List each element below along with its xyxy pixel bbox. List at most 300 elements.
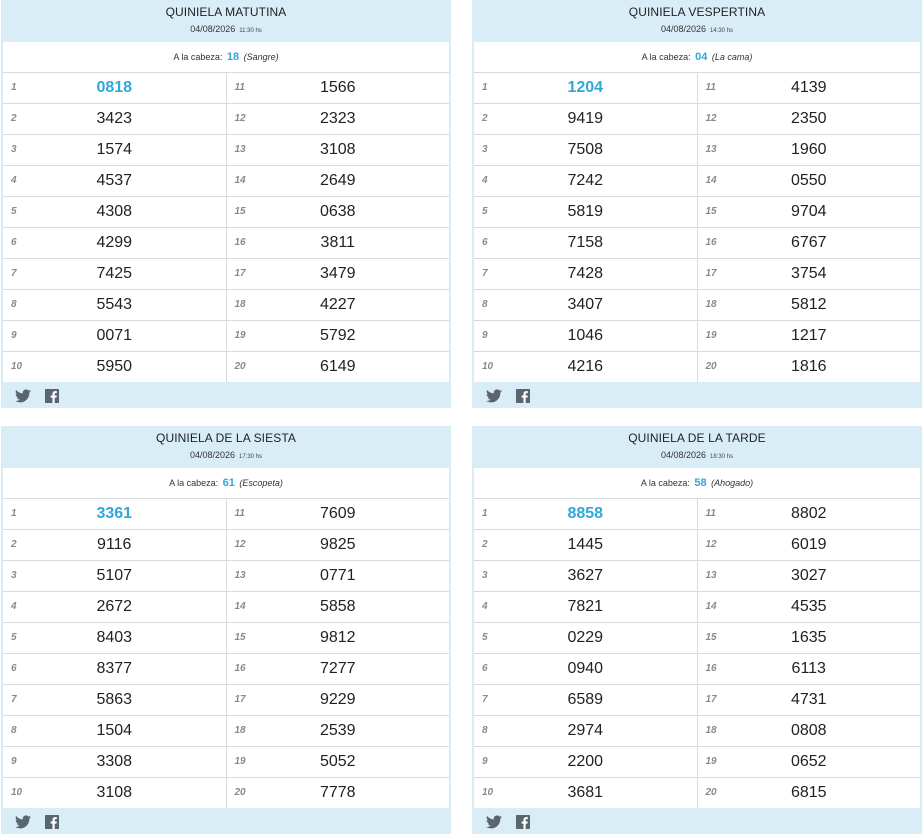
result-row (474, 290, 920, 321)
facebook-icon[interactable] (45, 815, 61, 829)
result-cell (474, 778, 698, 808)
position-number: 4 (482, 601, 488, 612)
position-number: 6 (11, 663, 17, 674)
position-number: 3 (482, 570, 488, 581)
share-bar (1, 808, 451, 834)
result-cell (698, 259, 921, 289)
position-number: 2 (482, 113, 488, 124)
position-number: 18 (234, 299, 246, 310)
draw-date: 04/08/2026 (660, 24, 706, 34)
position-number: 8 (482, 299, 488, 310)
result-number: 6019 (790, 536, 827, 553)
draw-time: 14:30 hs (710, 28, 734, 34)
result-cell (227, 499, 450, 529)
cabeza-label: A la cabeza: (169, 478, 219, 488)
position-number: 20 (234, 787, 246, 798)
position-number: 14 (234, 175, 246, 186)
position-number: 15 (234, 632, 246, 643)
result-number: 2974 (567, 722, 604, 739)
result-number: 9812 (319, 629, 356, 646)
draw-time: 18:30 hs (710, 454, 734, 460)
result-cell (227, 530, 450, 560)
position-number: 12 (705, 539, 717, 550)
draw-header (1, 0, 451, 42)
result-cell (698, 499, 921, 529)
result-cell (227, 228, 450, 258)
position-number: 8 (11, 299, 17, 310)
position-number: 11 (234, 508, 245, 519)
result-cell (474, 259, 698, 289)
result-row (474, 321, 920, 352)
result-row (3, 290, 449, 321)
result-cell (474, 685, 698, 715)
result-row (474, 747, 920, 778)
result-number: 4731 (790, 691, 827, 708)
cabeza-meaning: (Ahogado) (711, 478, 754, 488)
result-cell (698, 73, 921, 103)
twitter-icon[interactable] (486, 815, 502, 829)
result-cell (3, 321, 227, 351)
position-number: 10 (11, 361, 23, 372)
result-row (3, 530, 449, 561)
position-number: 9 (11, 330, 17, 341)
twitter-icon[interactable] (486, 389, 502, 403)
result-number: 6815 (790, 784, 827, 801)
cabeza-label: A la cabeza: (640, 478, 690, 488)
result-number: 0229 (567, 629, 604, 646)
result-row (474, 135, 920, 166)
result-cell (227, 654, 450, 684)
result-cell (698, 135, 921, 165)
position-number: 17 (705, 268, 717, 279)
position-number: 3 (482, 144, 488, 155)
position-number: 14 (705, 175, 717, 186)
result-cell (227, 747, 450, 777)
result-number: 5543 (96, 296, 133, 313)
position-number: 16 (234, 237, 246, 248)
position-number: 15 (234, 206, 246, 217)
result-cell (474, 228, 698, 258)
position-number: 11 (234, 82, 245, 93)
result-number: 5819 (567, 203, 604, 220)
position-number: 20 (705, 361, 717, 372)
position-number: 18 (705, 299, 717, 310)
result-number: 0808 (790, 722, 827, 739)
result-cell (3, 530, 227, 560)
result-cell (3, 135, 227, 165)
result-cell (3, 73, 227, 103)
cabeza-line (3, 42, 449, 73)
result-cell (3, 685, 227, 715)
result-number: 1960 (790, 141, 827, 158)
position-number: 2 (482, 539, 488, 550)
result-cell (227, 778, 450, 808)
cabeza-line (3, 468, 449, 499)
result-row (3, 73, 449, 104)
position-number: 17 (234, 694, 246, 705)
result-number: 7277 (319, 660, 356, 677)
draw-title: QUINIELA DE LA TARDE (628, 431, 766, 445)
result-cell (227, 561, 450, 591)
result-number: 2539 (319, 722, 356, 739)
result-cell (3, 197, 227, 227)
result-number: 5858 (319, 598, 356, 615)
result-row (474, 499, 920, 530)
result-row (3, 352, 449, 382)
result-row (3, 321, 449, 352)
result-row (3, 592, 449, 623)
twitter-icon[interactable] (15, 815, 31, 829)
draw-time: 11:30 hs (239, 28, 262, 34)
result-row (3, 197, 449, 228)
result-cell (3, 623, 227, 653)
share-bar (472, 808, 922, 834)
result-number: 0071 (96, 327, 133, 344)
result-number: 4299 (96, 234, 133, 251)
result-cell (227, 104, 450, 134)
result-number: 9229 (319, 691, 356, 708)
result-number: 3681 (567, 784, 604, 801)
result-number: 3479 (319, 265, 356, 282)
draw-date: 04/08/2026 (190, 24, 236, 34)
result-cell (227, 685, 450, 715)
position-number: 7 (482, 268, 488, 279)
cabeza-number: 18 (226, 51, 240, 63)
result-number: 3627 (567, 567, 604, 584)
result-number: 0550 (790, 172, 827, 189)
result-cell (3, 747, 227, 777)
position-number: 18 (234, 725, 246, 736)
position-number: 1 (482, 508, 488, 519)
result-cell (474, 290, 698, 320)
result-cell (474, 352, 698, 382)
result-number: 0638 (319, 203, 356, 220)
position-number: 5 (11, 632, 17, 643)
result-cell (698, 166, 921, 196)
result-number: 2672 (96, 598, 133, 615)
result-row (3, 499, 449, 530)
result-cell (227, 623, 450, 653)
result-row (474, 623, 920, 654)
winning-number: 3361 (96, 505, 133, 522)
position-number: 5 (482, 206, 488, 217)
position-number: 15 (705, 632, 717, 643)
result-cell (3, 592, 227, 622)
position-number: 19 (234, 756, 246, 767)
result-row (474, 259, 920, 290)
position-number: 12 (234, 539, 246, 550)
result-number: 3027 (790, 567, 827, 584)
result-cell (698, 197, 921, 227)
result-cell (227, 166, 450, 196)
result-number: 1217 (790, 327, 827, 344)
result-number: 7508 (567, 141, 604, 158)
result-cell (227, 259, 450, 289)
result-row (3, 747, 449, 778)
result-row (474, 166, 920, 197)
share-bar (1, 382, 451, 408)
result-row (3, 259, 449, 290)
position-number: 18 (705, 725, 717, 736)
result-number: 3407 (567, 296, 604, 313)
draw-date: 04/08/2026 (189, 450, 235, 460)
position-number: 19 (705, 756, 717, 767)
position-number: 9 (482, 756, 488, 767)
position-number: 13 (234, 144, 246, 155)
twitter-icon[interactable] (15, 389, 31, 403)
result-row (474, 716, 920, 747)
result-cell (474, 166, 698, 196)
position-number: 10 (482, 787, 494, 798)
result-number: 4537 (96, 172, 133, 189)
position-number: 13 (705, 144, 717, 155)
result-cell (698, 352, 921, 382)
position-number: 6 (482, 663, 488, 674)
draw-title: QUINIELA VESPERTINA (628, 5, 766, 19)
result-cell (3, 778, 227, 808)
result-cell (474, 716, 698, 746)
result-cell (474, 592, 698, 622)
result-cell (698, 104, 921, 134)
result-row (3, 561, 449, 592)
result-number: 6149 (319, 358, 356, 375)
position-number: 11 (705, 82, 716, 93)
cabeza-number: 04 (695, 51, 708, 63)
result-cell (698, 778, 921, 808)
position-number: 3 (11, 144, 17, 155)
result-cell (698, 654, 921, 684)
position-number: 2 (11, 113, 17, 124)
position-number: 16 (234, 663, 246, 674)
result-number: 1046 (567, 327, 604, 344)
position-number: 17 (705, 694, 717, 705)
draw-date-line (1, 23, 451, 37)
result-number: 6767 (790, 234, 827, 251)
result-cell (3, 561, 227, 591)
facebook-icon[interactable] (45, 389, 61, 403)
draw-card (1, 0, 451, 408)
result-row (474, 73, 920, 104)
result-cell (227, 592, 450, 622)
facebook-icon[interactable] (516, 815, 532, 829)
result-number: 5792 (319, 327, 356, 344)
position-number: 1 (11, 82, 17, 93)
result-number: 4535 (790, 598, 827, 615)
result-number: 2350 (790, 110, 827, 127)
result-number: 1635 (790, 629, 827, 646)
cabeza-number: 58 (694, 477, 707, 489)
result-row (3, 716, 449, 747)
result-number: 4216 (567, 358, 604, 375)
position-number: 10 (482, 361, 494, 372)
result-cell (227, 197, 450, 227)
result-row (474, 685, 920, 716)
result-number: 1504 (96, 722, 133, 739)
draw-title: QUINIELA MATUTINA (165, 5, 287, 19)
result-number: 4308 (96, 203, 133, 220)
draw-header (1, 426, 451, 468)
results-table (474, 42, 920, 382)
result-cell (474, 654, 698, 684)
result-number: 6589 (567, 691, 604, 708)
position-number: 14 (705, 601, 717, 612)
position-number: 19 (705, 330, 717, 341)
result-row (3, 104, 449, 135)
result-number: 1566 (319, 79, 356, 96)
position-number: 4 (482, 175, 488, 186)
result-cell (227, 73, 450, 103)
result-cell (227, 290, 450, 320)
result-cell (474, 530, 698, 560)
result-row (3, 685, 449, 716)
share-bar (472, 382, 922, 408)
result-row (474, 592, 920, 623)
position-number: 5 (11, 206, 17, 217)
position-number: 8 (482, 725, 488, 736)
result-cell (698, 290, 921, 320)
position-number: 19 (234, 330, 246, 341)
result-row (3, 228, 449, 259)
result-row (3, 623, 449, 654)
result-number: 2200 (567, 753, 604, 770)
winning-number: 8858 (567, 505, 604, 522)
position-number: 12 (234, 113, 246, 124)
result-number: 9116 (97, 536, 132, 553)
result-row (474, 104, 920, 135)
result-number: 7778 (319, 784, 356, 801)
result-cell (698, 321, 921, 351)
result-cell (474, 104, 698, 134)
result-row (3, 778, 449, 808)
result-row (474, 228, 920, 259)
result-number: 8403 (96, 629, 133, 646)
result-number: 5052 (319, 753, 356, 770)
draw-card (472, 426, 922, 834)
result-number: 7821 (567, 598, 604, 615)
result-number: 4139 (790, 79, 827, 96)
result-cell (227, 716, 450, 746)
result-number: 5863 (96, 691, 133, 708)
draw-header (472, 426, 922, 468)
result-cell (698, 561, 921, 591)
position-number: 7 (11, 268, 17, 279)
result-cell (3, 499, 227, 529)
result-cell (474, 623, 698, 653)
result-cell (474, 321, 698, 351)
result-cell (3, 654, 227, 684)
position-number: 16 (705, 663, 717, 674)
position-number: 7 (482, 694, 488, 705)
result-number: 0940 (567, 660, 604, 677)
position-number: 8 (11, 725, 17, 736)
result-number: 8802 (790, 505, 827, 522)
position-number: 9 (11, 756, 17, 767)
position-number: 13 (705, 570, 717, 581)
result-number: 3108 (96, 784, 133, 801)
result-cell (474, 197, 698, 227)
result-row (3, 135, 449, 166)
position-number: 6 (11, 237, 17, 248)
winning-number: 0818 (96, 79, 133, 96)
position-number: 20 (705, 787, 717, 798)
result-number: 6113 (791, 660, 826, 677)
result-cell (3, 716, 227, 746)
draw-time: 17:30 hs (239, 454, 263, 460)
position-number: 20 (234, 361, 246, 372)
result-number: 1445 (567, 536, 604, 553)
result-row (474, 197, 920, 228)
cabeza-meaning: (Escopeta) (239, 478, 283, 488)
result-row (3, 166, 449, 197)
result-number: 3423 (96, 110, 133, 127)
position-number: 4 (11, 601, 17, 612)
cabeza-line (474, 468, 920, 499)
position-number: 9 (482, 330, 488, 341)
cabeza-label: A la cabeza: (173, 52, 223, 62)
result-cell (698, 716, 921, 746)
result-cell (698, 592, 921, 622)
result-number: 9419 (567, 110, 604, 127)
cabeza-meaning: (Sangre) (243, 52, 279, 62)
position-number: 1 (11, 508, 17, 519)
draw-date-line (472, 23, 922, 37)
result-row (474, 561, 920, 592)
cabeza-number: 61 (222, 477, 235, 489)
result-cell (474, 73, 698, 103)
result-number: 7609 (319, 505, 356, 522)
position-number: 11 (705, 508, 716, 519)
position-number: 13 (234, 570, 246, 581)
result-number: 9704 (790, 203, 827, 220)
position-number: 6 (482, 237, 488, 248)
result-number: 1816 (790, 358, 827, 375)
cabeza-meaning: (La cama) (711, 52, 753, 62)
result-cell (3, 228, 227, 258)
result-number: 9825 (319, 536, 356, 553)
result-number: 0771 (319, 567, 356, 584)
result-number: 4227 (319, 296, 356, 313)
position-number: 14 (234, 601, 246, 612)
result-cell (474, 747, 698, 777)
result-number: 8377 (96, 660, 133, 677)
facebook-icon[interactable] (516, 389, 532, 403)
position-number: 10 (11, 787, 23, 798)
results-table (474, 468, 920, 808)
result-row (474, 654, 920, 685)
result-cell (698, 685, 921, 715)
winning-number: 1204 (567, 79, 604, 96)
position-number: 16 (705, 237, 717, 248)
result-cell (3, 352, 227, 382)
result-row (3, 654, 449, 685)
position-number: 3 (11, 570, 17, 581)
result-cell (698, 530, 921, 560)
result-number: 7425 (96, 265, 133, 282)
result-number: 3108 (319, 141, 356, 158)
result-cell (3, 104, 227, 134)
position-number: 15 (705, 206, 717, 217)
draw-title: QUINIELA DE LA SIESTA (156, 431, 296, 445)
result-cell (698, 228, 921, 258)
result-cell (474, 135, 698, 165)
results-table (3, 468, 449, 808)
draw-date-line (472, 449, 922, 463)
result-cell (3, 166, 227, 196)
result-number: 2323 (319, 110, 356, 127)
draw-card (1, 426, 451, 834)
result-number: 2649 (319, 172, 356, 189)
result-row (474, 352, 920, 382)
